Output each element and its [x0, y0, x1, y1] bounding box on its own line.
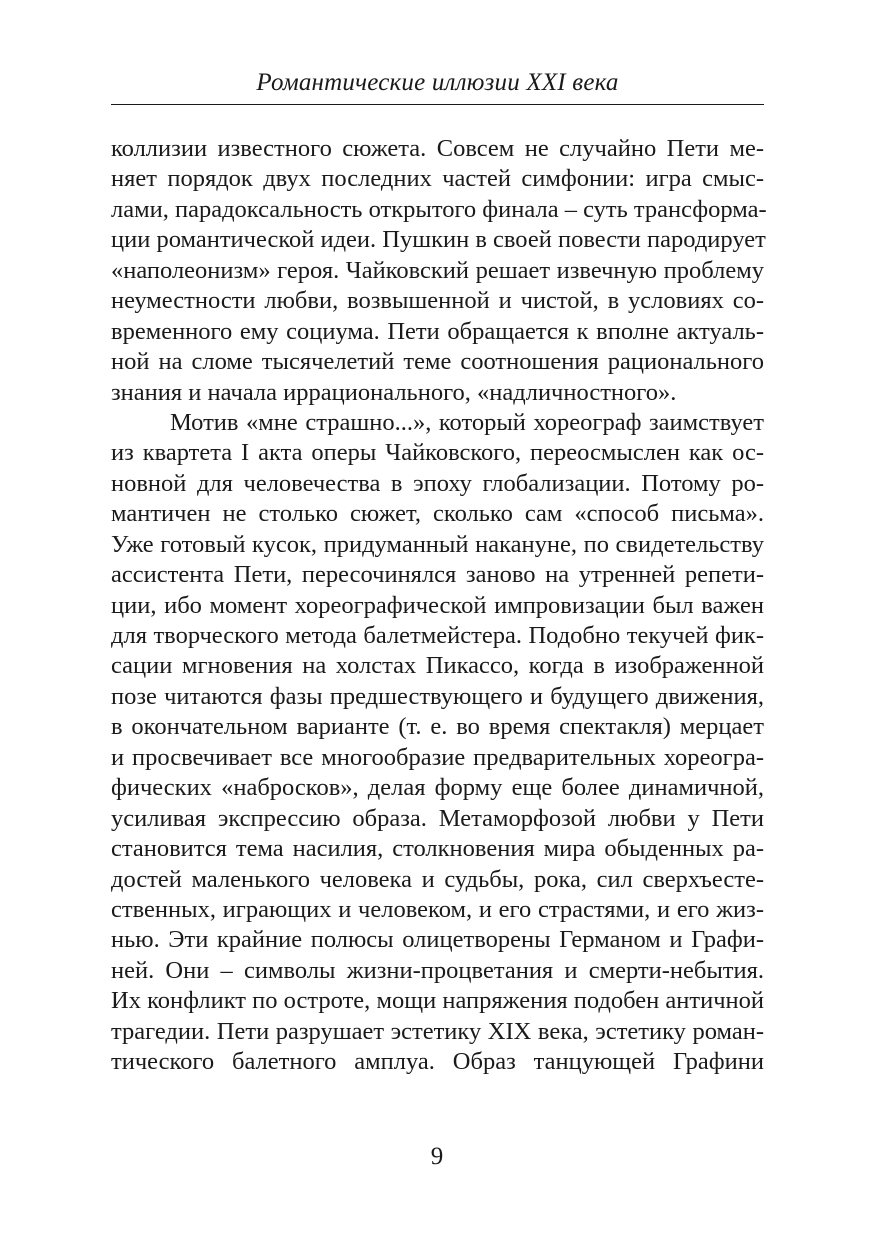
- text-line: усиливая экспрессию образа. Метаморфозой любви у Пети: [111, 804, 764, 832]
- text-line: коллизии известного сюжета. Совсем не случайно Пети ме-: [111, 135, 764, 162]
- body-text: [111, 134, 767, 1078]
- text-line: достей маленького человека и судьбы, рока, сил сверхъесте-: [111, 865, 764, 893]
- text-line: Их конфликт по остроте, мощи напряжения подобен античной: [111, 987, 764, 1015]
- text-line: ции романтической идеи. Пушкин в своей повести пародирует: [111, 226, 766, 254]
- text-line: мантичен не столько сюжет, сколько сам «способ письма».: [111, 500, 764, 528]
- text-line: знания и начала иррационального, «надличностного».: [111, 378, 677, 406]
- text-line: и просвечивает все многообразие предварительных хореогра-: [111, 743, 764, 771]
- text-line: для творческого метода балетмейстера. Подобно текучей фик-: [111, 622, 764, 649]
- text-line: Мотив «мне страшно...», который хореограф заимствует: [170, 408, 764, 436]
- header-rule: [111, 104, 764, 105]
- text-line: Уже готовый кусок, придуманный накануне, по свидетельству: [111, 530, 764, 558]
- running-header: Романтические иллюзии XXI века: [256, 69, 619, 96]
- text-line: трагедии. Пети разрушает эстетику XIX века, эстетику роман-: [111, 1017, 764, 1045]
- text-line: в окончательном варианте (т. е. во время спектакля) мерцает: [111, 713, 764, 741]
- text-line: неуместности любви, возвышенной и чистой, в условиях со-: [111, 287, 764, 315]
- page-number: 9: [430, 1143, 444, 1170]
- text-line: тического балетного амплуа. Образ танцующей Графини: [111, 1048, 764, 1076]
- text-line: ассистента Пети, пересочинялся заново на утренней репети-: [111, 561, 764, 589]
- text-line: няет порядок двух последних частей симфонии: игра смыс-: [111, 165, 764, 193]
- text-line: ней. Они – символы жизни-процветания и смерти-небытия.: [111, 956, 764, 984]
- text-line: лами, парадоксальность открытого финала – суть трансформа-: [111, 195, 767, 223]
- text-line: нью. Эти крайние полюсы олицетворены Германом и Графи-: [111, 926, 764, 954]
- text-line: ственных, играющих и человеком, и его страстями, и его жиз-: [111, 895, 764, 923]
- text-line: временного ему социума. Пети обращается к вполне актуаль-: [111, 317, 764, 345]
- text-line: фических «набросков», делая форму еще более динамичной,: [111, 774, 764, 802]
- text-line: позе читаются фазы предшествующего и будущего движения,: [111, 682, 764, 710]
- text-line: из квартета I акта оперы Чайковского, переосмыслен как ос-: [111, 439, 764, 467]
- text-line: «наполеонизм» героя. Чайковский решает извечную проблему: [111, 256, 764, 284]
- text-line: новной для человечества в эпоху глобализации. Потому ро-: [111, 469, 764, 497]
- text-line: сации мгновения на холстах Пикассо, когда в изображенной: [111, 652, 764, 680]
- text-line: ции, ибо момент хореографической импровизации был важен: [111, 591, 764, 619]
- text-line: становится тема насилия, столкновения мира обыденных ра-: [111, 835, 764, 863]
- text-line: ной на сломе тысячелетий теме соотношения рационального: [111, 348, 764, 376]
